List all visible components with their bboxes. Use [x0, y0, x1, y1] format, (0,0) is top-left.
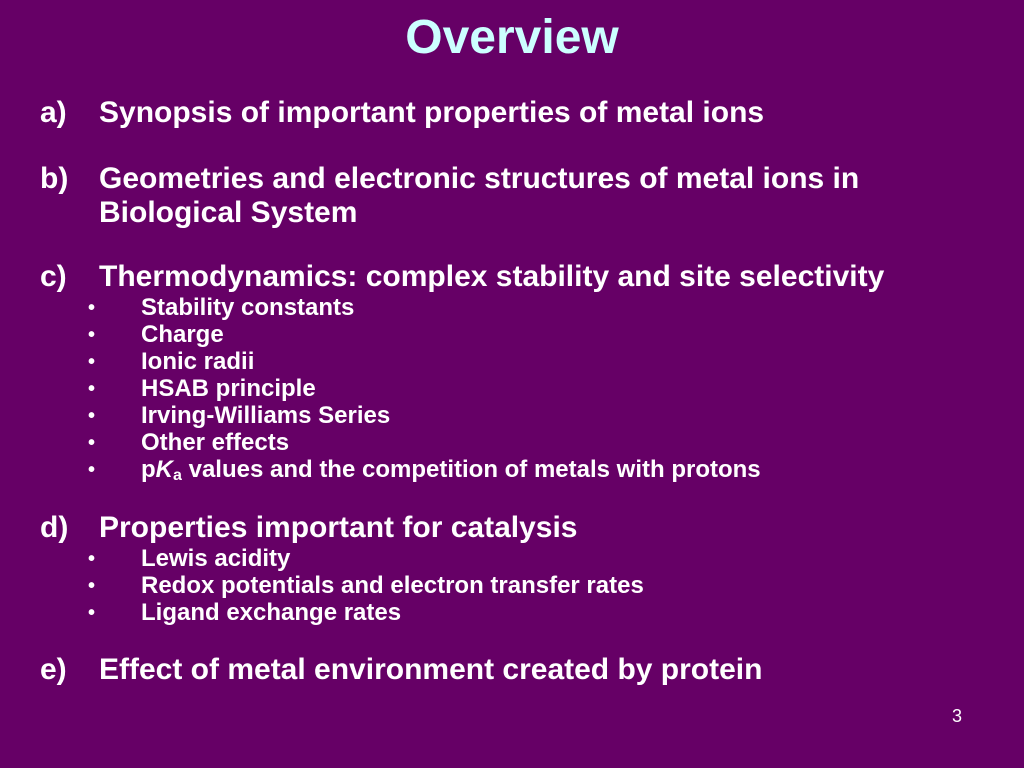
bullet-icon: •	[88, 378, 96, 400]
bullet-text: Ligand exchange rates	[141, 599, 402, 626]
bullet-text: Redox potentials and electron transfer rates	[141, 572, 644, 599]
item-text: Properties important for catalysis	[99, 511, 578, 544]
item-text: Effect of metal environment created by protein	[99, 653, 763, 686]
pka-rest: values and the competition of metals with protons	[181, 456, 761, 483]
item-text: Geometries and electronic structures of metal ions in Biological System	[99, 162, 860, 229]
bullet-icon: •	[88, 351, 96, 373]
item-text: Thermodynamics: complex stability and site selectivity	[99, 260, 885, 293]
bullet-icon: •	[88, 602, 96, 624]
bullet-icon: •	[88, 548, 96, 570]
bullet-icon: •	[88, 405, 96, 427]
bullet-text-pka	[141, 456, 761, 490]
item-letter: a)	[40, 96, 67, 129]
item-text: Synopsis of important properties of metal ions	[99, 96, 765, 129]
bullet-icon: •	[88, 432, 96, 454]
bullet-icon: •	[88, 459, 96, 481]
pka-italic: K	[155, 456, 174, 483]
bullet-icon: •	[88, 297, 96, 319]
bullet-icon: •	[88, 324, 96, 346]
bullet-text: Lewis acidity	[141, 545, 291, 572]
page-number: 3	[951, 706, 962, 726]
pka-prefix: p	[141, 456, 156, 483]
bullet-text: HSAB principle	[141, 375, 316, 402]
bullet-text: Charge	[141, 321, 224, 348]
pka-subscript: a	[173, 467, 182, 484]
bullet-text: Stability constants	[141, 294, 355, 321]
item-letter: e)	[40, 653, 67, 686]
item-letter: c)	[40, 260, 67, 293]
bullet-icon: •	[88, 575, 96, 597]
item-letter: b)	[40, 162, 69, 195]
slide-title: Overview	[405, 11, 619, 64]
bullet-text: Ionic radii	[141, 348, 255, 375]
item-letter: d)	[40, 511, 69, 544]
bullet-text: Irving-Williams Series	[141, 402, 391, 429]
bullet-text: Other effects	[141, 429, 290, 456]
